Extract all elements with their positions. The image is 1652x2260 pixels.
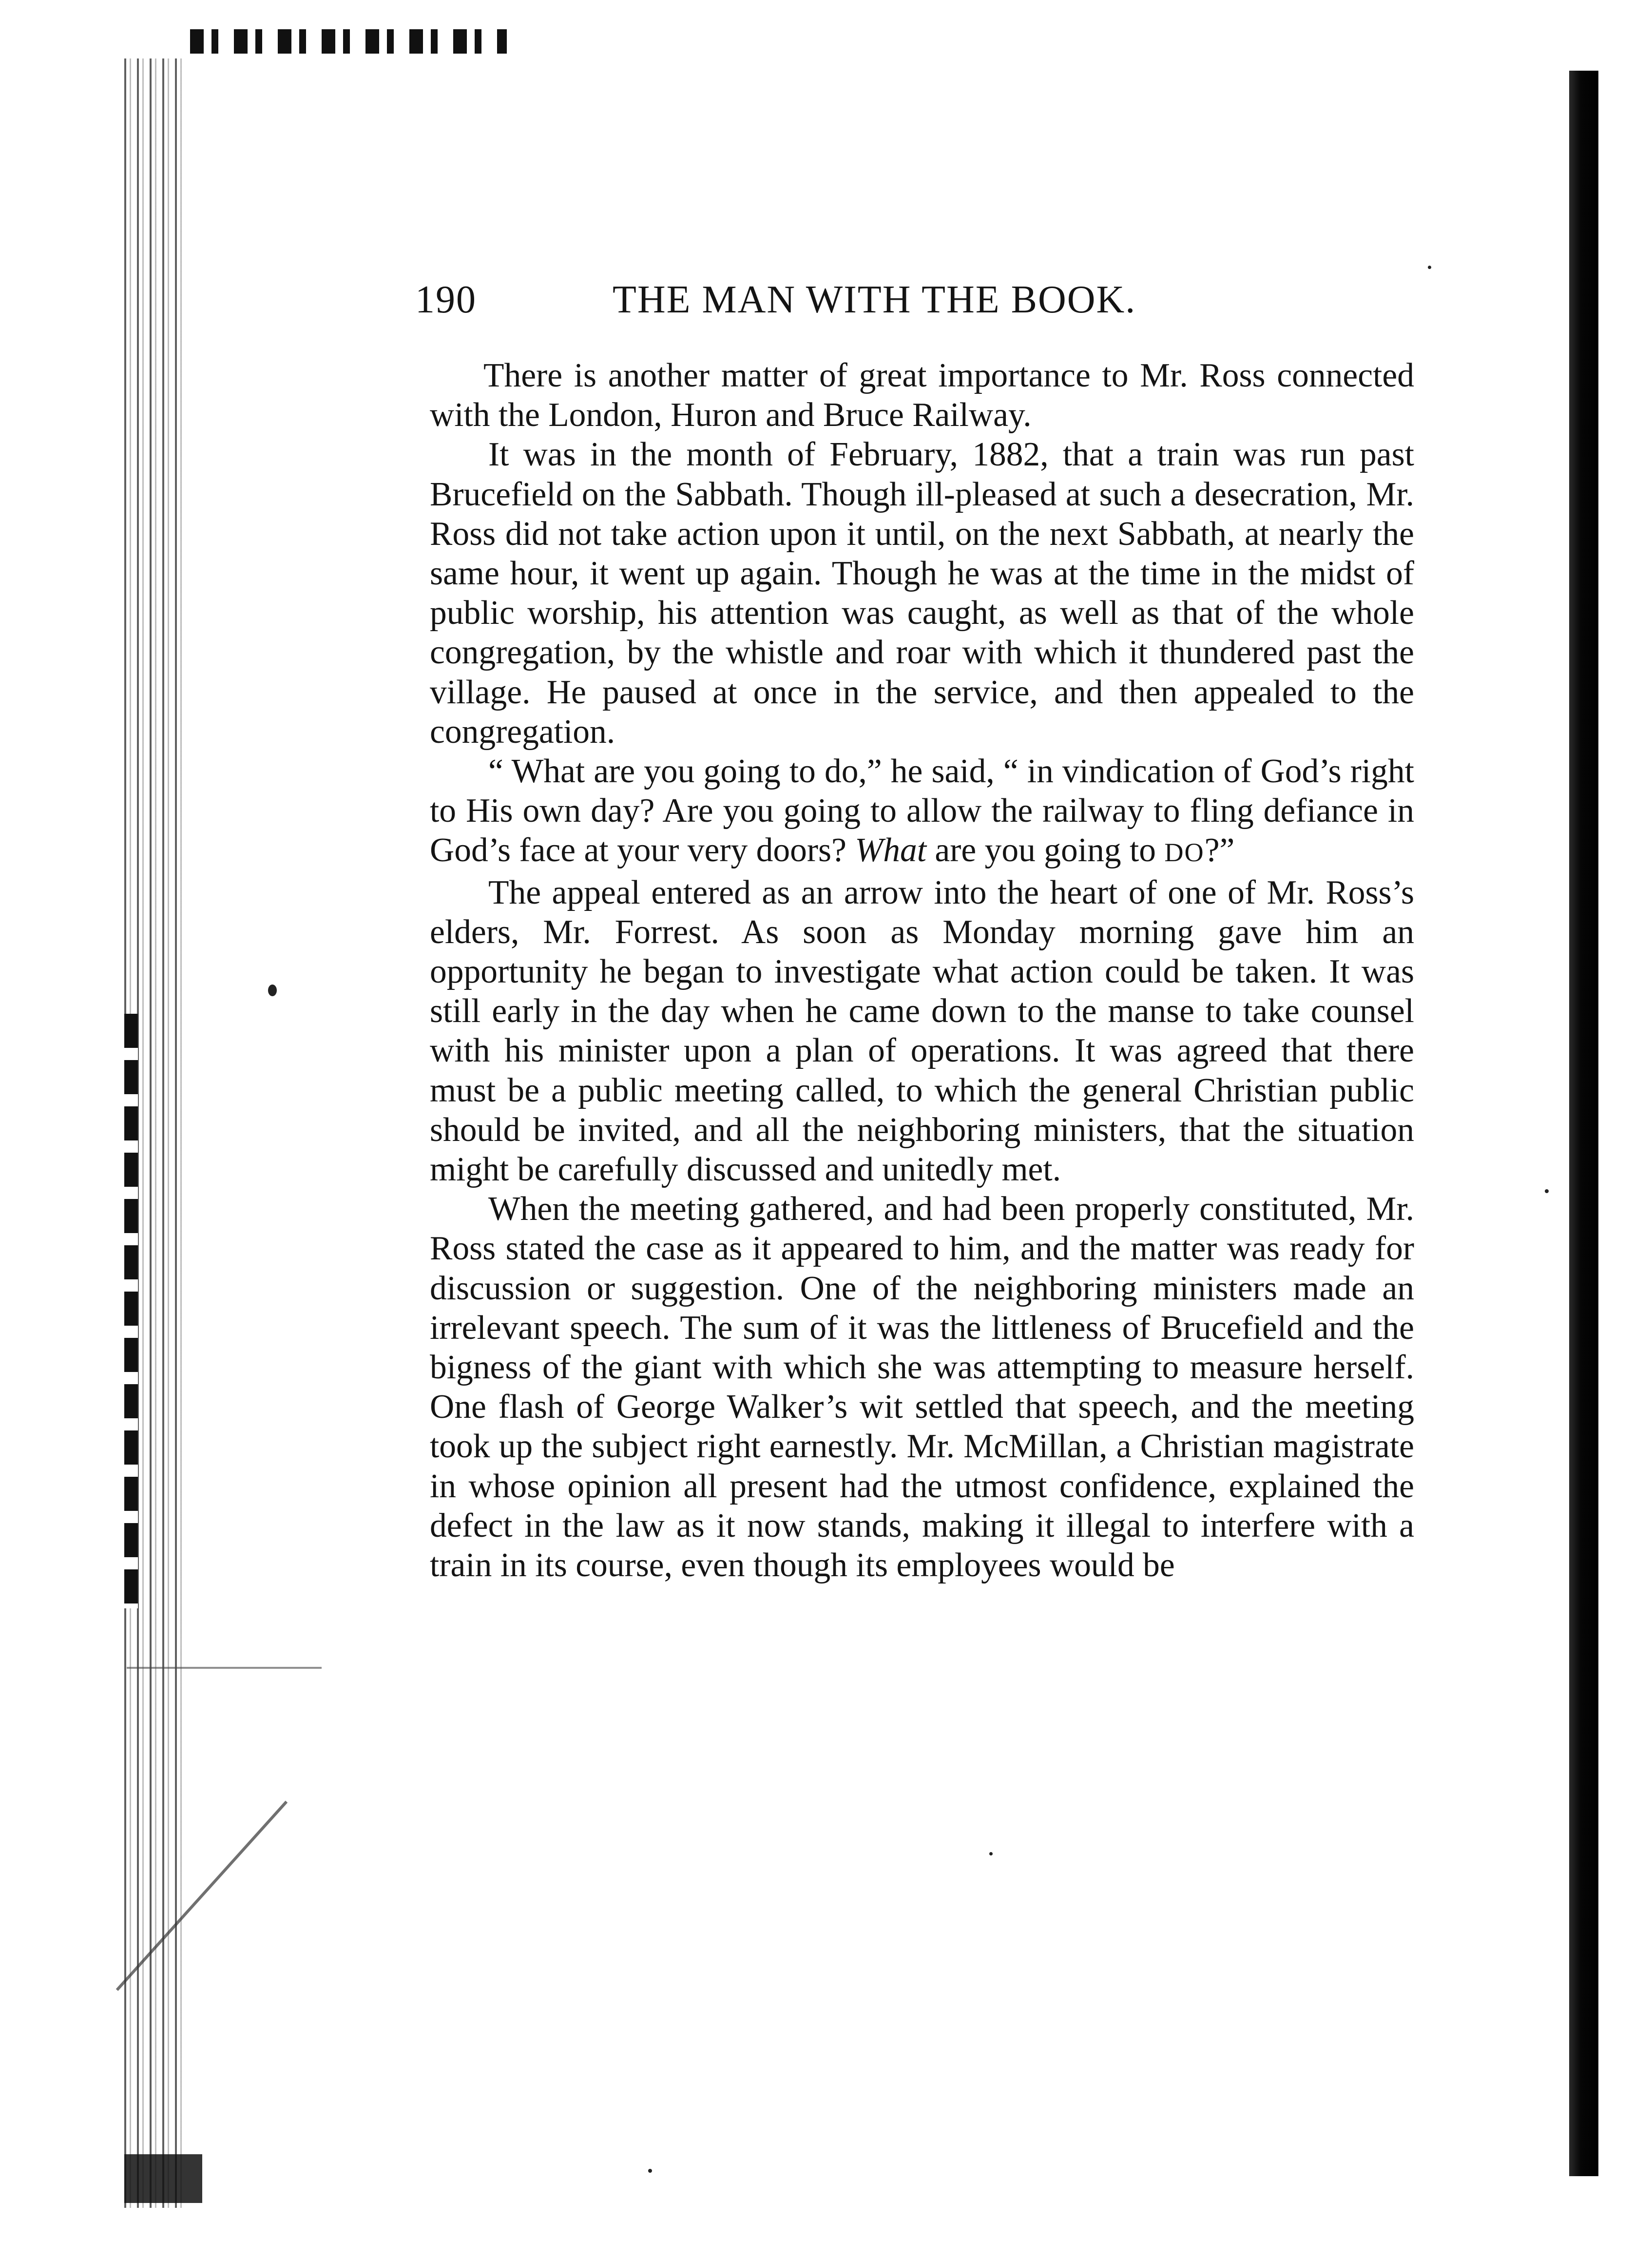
paragraph-quote: [430, 752, 1414, 873]
scan-speck: [268, 985, 277, 996]
quote-text: are you going to: [926, 831, 1165, 869]
running-title: THE MAN WITH THE BOOK.: [613, 278, 1136, 321]
scan-speck: [989, 1852, 993, 1855]
scan-edge-shadow-right: [1569, 71, 1598, 2176]
scan-speck: [1545, 1189, 1549, 1193]
quote-text: ?”: [1204, 831, 1235, 869]
scan-bottom-mark: [124, 2154, 202, 2203]
paragraph: It was in the month of February, 1882, that a train was run past Brucefield on the Sabbath. Though ill-pleased at such a desecration, Mr. Ross did not take action upon it until, on the next Sabbath, at nearly the same hour, it went up again. Though he was at the time in the midst of public worship, his attention was caught, as well as that of the whole congregation, by the whistle and roar with which it thundered past the village. He paused at once in the service, and then appealed to the congregation.: [430, 436, 1414, 751]
quote-small-caps: DO: [1164, 838, 1205, 868]
scan-binding-marks-left: [124, 1014, 138, 1608]
scan-top-marks: [190, 29, 507, 54]
scan-horizontal-line: [127, 1667, 322, 1669]
quote-text: “ What are you going to do,” he said, “ in vindication of God’s right to His own day? Are you going to allow the railway to fling defiance in God’s face at your very doors?: [430, 753, 1414, 869]
scan-speck: [1428, 266, 1431, 269]
page-number: 190: [415, 278, 477, 321]
running-header: [415, 278, 1448, 322]
scan-speck: [648, 2169, 652, 2173]
page-body: [430, 356, 1414, 1585]
paragraph: There is another matter of great importance to Mr. Ross connected with the London, Huron and Bruce Railway.: [430, 357, 1414, 434]
paragraph: The appeal entered as an arrow into the heart of one of Mr. Ross’s elders, Mr. Forrest. As soon as Monday morning gave him an opportunity he began to investigate what action could be taken. It was still early in the day when he came down to the manse to take counsel with his minister upon a plan of operations. It was agreed that there must be a public meeting called, to which the general Christian public should be invited, and all the neighboring ministers, that the situation might be carefully discussed and unitedly met.: [430, 873, 1414, 1189]
quote-emphasis: What: [855, 831, 927, 869]
paragraph: When the meeting gathered, and had been properly constituted, Mr. Ross stated the case as it appeared to him, and the matter was ready for discussion or suggestion. One of the neighboring ministers made an irrelevant speech. The sum of it was the littleness of Brucefield and the bigness of the giant with which she was attempting to measure herself. One flash of George Walker’s wit settled that speech, and the meeting took up the subject right earnestly. Mr. McMillan, a Christian magistrate in whose opinion all present had the utmost confidence, explained the defect in the law as it now stands, making it illegal to interfere with a train in its course, even though its employees would be: [430, 1190, 1414, 1584]
